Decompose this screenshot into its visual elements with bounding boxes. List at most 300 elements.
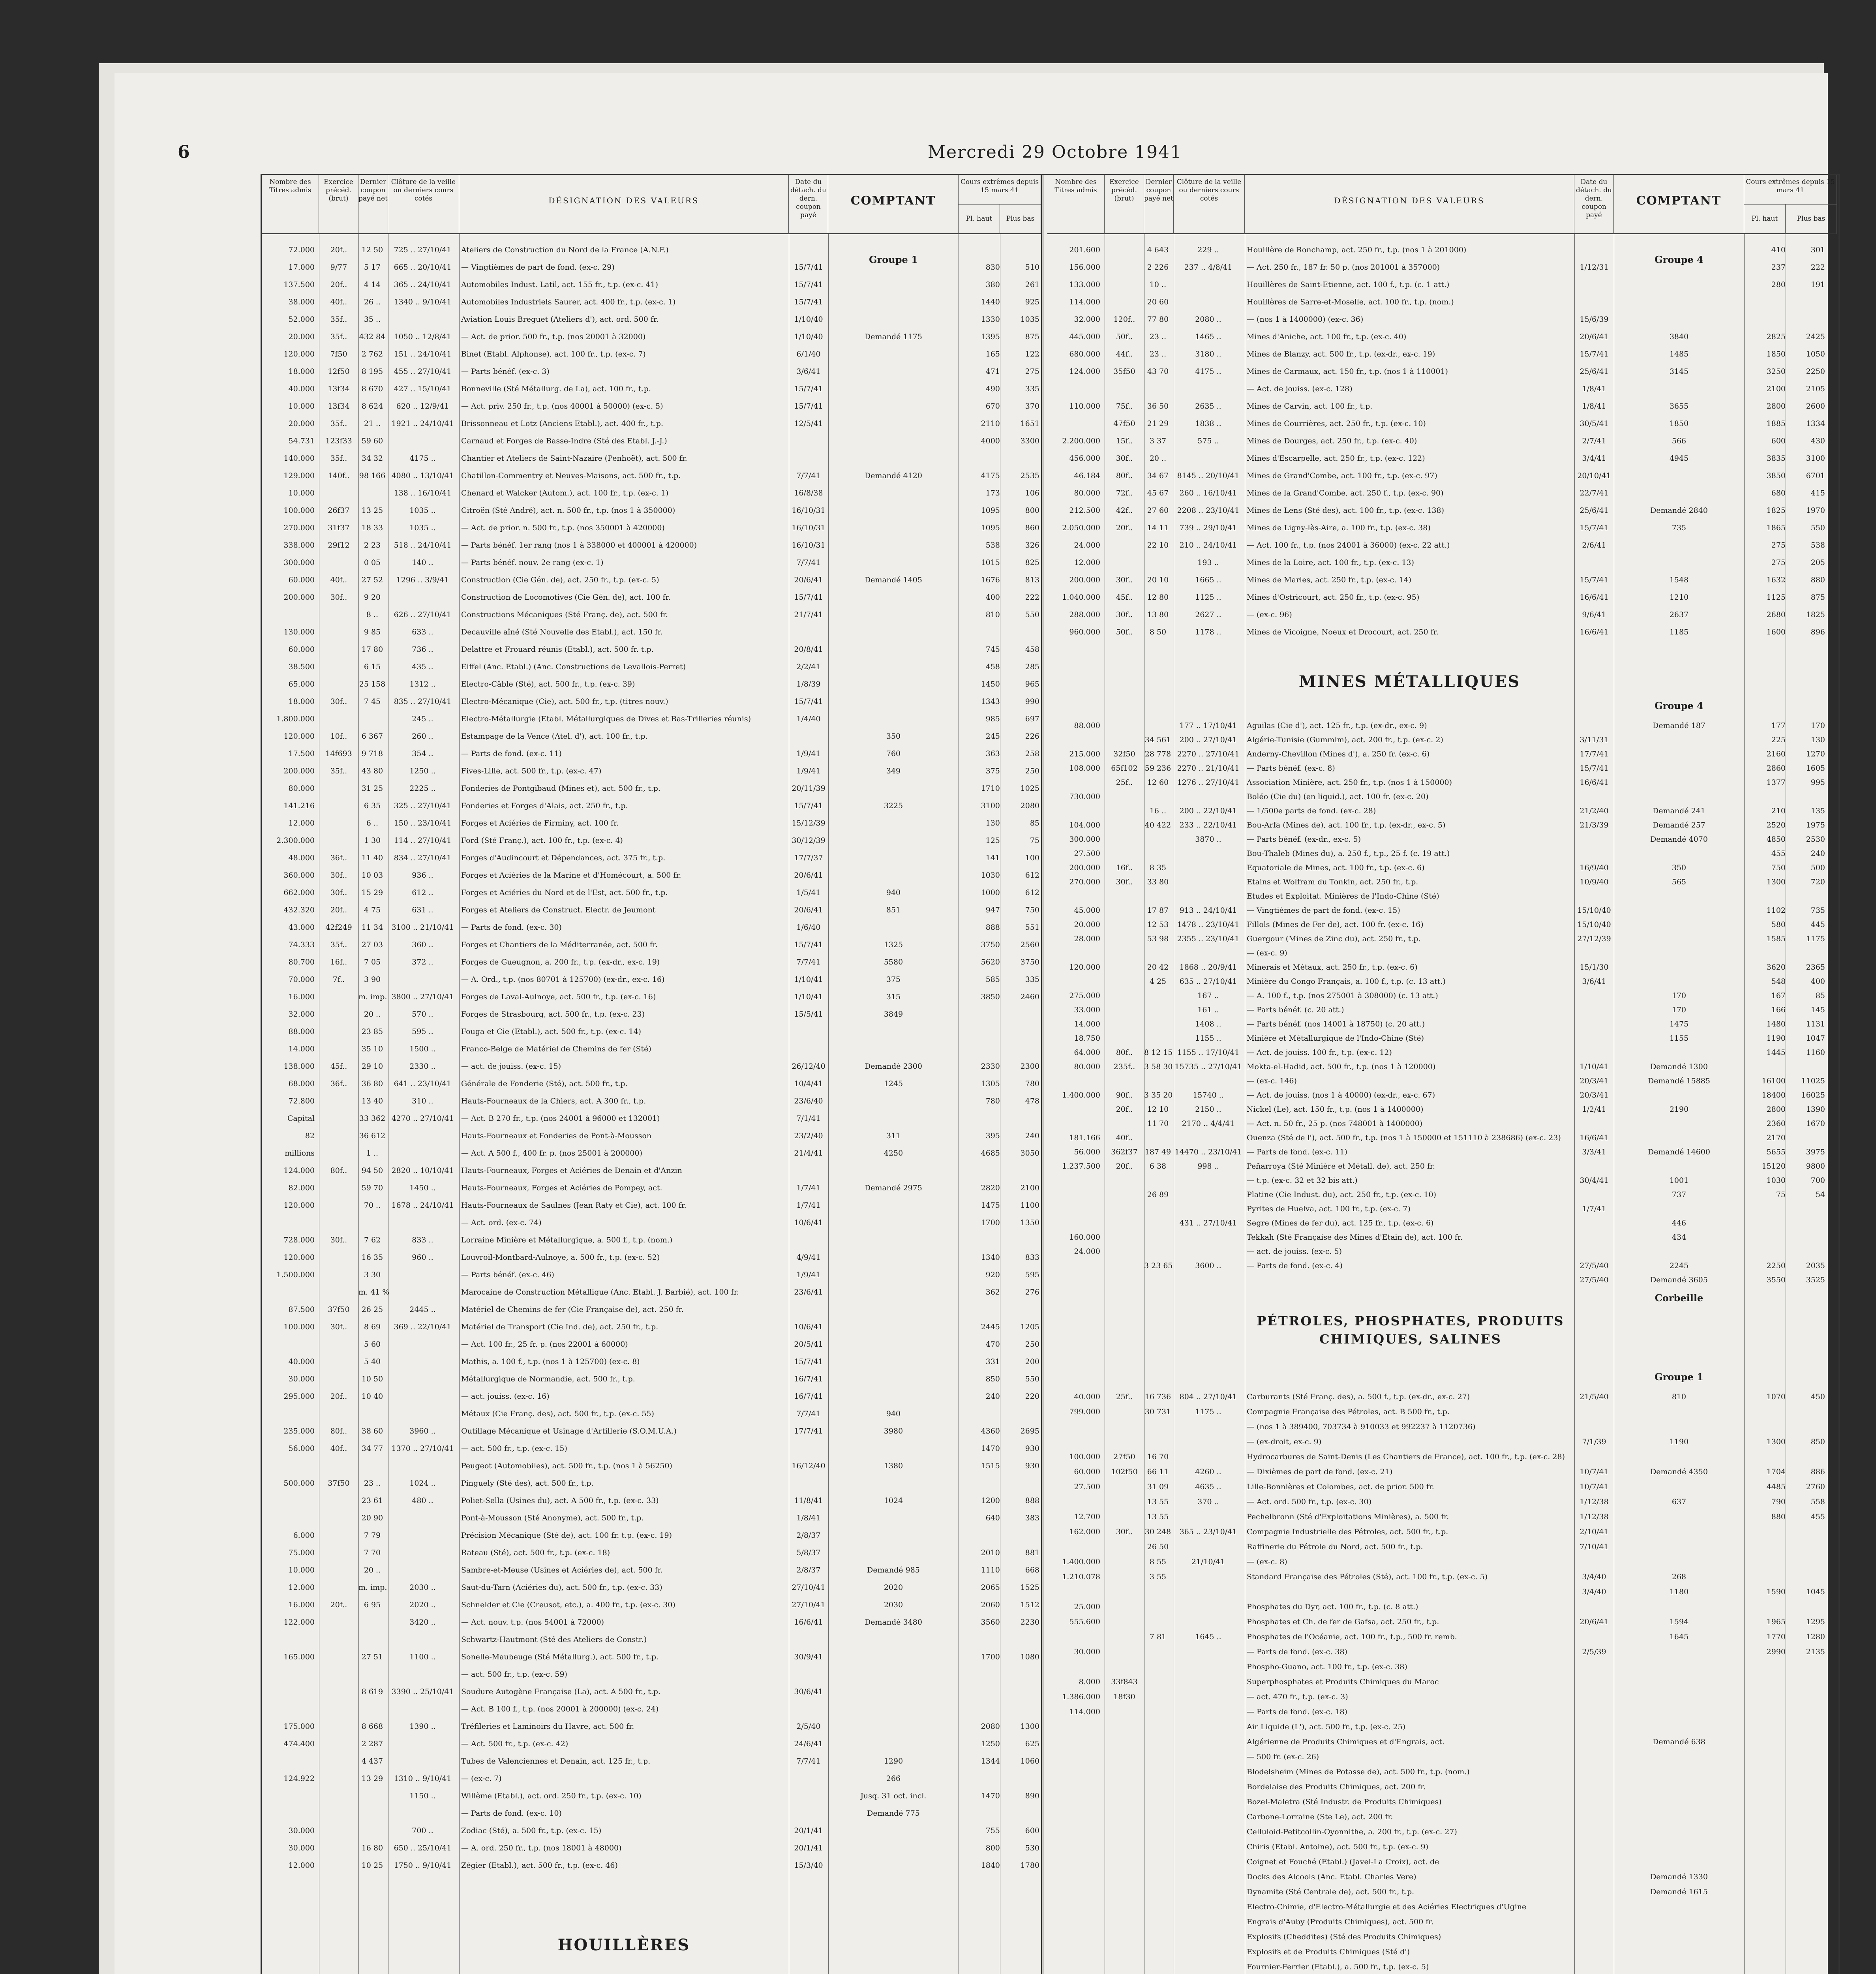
table-row bbox=[262, 296, 1041, 310]
table-row bbox=[1047, 862, 1838, 876]
cell-plus-bas: 825 bbox=[1025, 558, 1039, 567]
table-row bbox=[1047, 1706, 1838, 1720]
cell-date: 1/10/41 bbox=[1580, 1062, 1609, 1071]
cell-coupon: 94 50 bbox=[361, 1166, 383, 1175]
cell-titres: 108.000 bbox=[1069, 764, 1100, 773]
cell-date: 10/9/40 bbox=[1580, 878, 1609, 886]
cell-plus-bas: 2600 bbox=[1806, 402, 1825, 411]
cell-coupon: 7 05 bbox=[364, 958, 381, 966]
table-row bbox=[1047, 487, 1838, 501]
cell-plus-bas: 2425 bbox=[1806, 332, 1825, 341]
cell-titres: 100.000 bbox=[283, 1323, 315, 1331]
table-row bbox=[262, 644, 1041, 658]
cell-exercice: 35f.. bbox=[330, 419, 347, 428]
cell-plus-bas: 880 bbox=[1810, 576, 1825, 584]
cell-titres: 300.000 bbox=[1069, 835, 1100, 844]
table-row bbox=[262, 435, 1041, 449]
table-row bbox=[1047, 1691, 1838, 1705]
cell-cloture: 1645 .. bbox=[1195, 1632, 1221, 1641]
cell-cloture: 570 .. bbox=[412, 1010, 433, 1019]
cell-plus-bas: 106 bbox=[1025, 489, 1039, 497]
cell-coupon: 70 .. bbox=[364, 1201, 381, 1210]
cell-designation: Mines de Carvin, act. 100 fr., t.p. bbox=[1247, 402, 1373, 411]
cell-coupon: 98 166 bbox=[359, 471, 386, 480]
table-row bbox=[262, 887, 1041, 901]
cell-comptant: Demandé 1405 bbox=[865, 576, 922, 584]
cell-coupon: 66 11 bbox=[1147, 1467, 1169, 1476]
cell-titres: 200.000 bbox=[1069, 576, 1100, 584]
table-row bbox=[1047, 1004, 1838, 1018]
cell-date: 1/7/41 bbox=[1582, 1205, 1606, 1213]
cell-plus-bas: 226 bbox=[1025, 732, 1039, 741]
cell-designation: Boléo (Cie du) (en liquid.), act. 100 fr. (ex-c. 20) bbox=[1247, 792, 1429, 801]
cell-coupon: 8 624 bbox=[361, 402, 383, 411]
cell-date: 15/7/41 bbox=[794, 593, 823, 602]
cell-exercice: 15f.. bbox=[1116, 437, 1133, 445]
cell-plus-bas: 2300 bbox=[1020, 1062, 1039, 1071]
cell-plus-haut: 395 bbox=[985, 1131, 1000, 1140]
table-row bbox=[1047, 1203, 1838, 1217]
cell-comptant: 1185 bbox=[1669, 628, 1689, 636]
right-half bbox=[1047, 175, 1838, 1974]
cell-date: 2/8/37 bbox=[796, 1566, 821, 1574]
cell-coupon: 77 80 bbox=[1147, 315, 1169, 324]
table-row bbox=[1047, 400, 1838, 415]
cell-designation: — Parts bénéf. (ex-dr., ex-c. 5) bbox=[1247, 835, 1361, 844]
cell-plus-haut: 4175 bbox=[981, 471, 1000, 480]
group-label: Groupe 1 bbox=[869, 254, 918, 265]
cell-coupon: 34 32 bbox=[361, 454, 383, 463]
table-row bbox=[1047, 626, 1838, 640]
cell-titres: 200.000 bbox=[283, 767, 315, 775]
cell-plus-bas: 1270 bbox=[1806, 750, 1825, 758]
cell-titres: 17.500 bbox=[288, 749, 315, 758]
group-label: Groupe 4 bbox=[1655, 254, 1703, 265]
cell-designation: Forges et Ateliers de Construct. Electr. de Jeumont bbox=[461, 906, 656, 914]
cell-designation: Phospho-Guano, act. 100 fr., t.p. (ex-c. 38) bbox=[1247, 1663, 1407, 1671]
cell-designation: Métallurgique de Normandie, act. 500 fr., t.p. bbox=[461, 1375, 635, 1383]
cell-designation: Louvroil-Montbard-Aulnoye, a. 500 fr., t.p. (ex-c. 52) bbox=[461, 1253, 660, 1262]
cell-titres: 48.000 bbox=[288, 854, 315, 862]
cell-designation: Schneider et Cie (Creusot, etc.), a. 400 fr., t.p. (ex-c. 30) bbox=[461, 1601, 675, 1609]
cell-plus-bas: 1525 bbox=[1020, 1583, 1039, 1592]
cell-coupon: 432 84 bbox=[359, 332, 386, 341]
page-number: 6 bbox=[178, 142, 190, 162]
cell-comptant: 851 bbox=[886, 906, 901, 914]
cell-plus-haut: 640 bbox=[985, 1514, 1000, 1522]
cell-plus-bas: 75 bbox=[1030, 836, 1039, 845]
table-row bbox=[262, 1321, 1041, 1335]
table-row bbox=[1047, 539, 1838, 554]
cell-comptant: 1485 bbox=[1669, 350, 1689, 358]
page-header bbox=[178, 142, 1840, 166]
cell-plus-haut: 2160 bbox=[1766, 750, 1786, 758]
cell-date: 1/10/40 bbox=[794, 315, 823, 324]
cell-cloture: 631 .. bbox=[412, 906, 433, 914]
cell-titres: 10.000 bbox=[288, 402, 315, 411]
cell-cloture: 518 .. 24/10/41 bbox=[394, 541, 452, 550]
cell-titres: 474.400 bbox=[283, 1739, 315, 1748]
cell-plus-haut: 275 bbox=[1771, 541, 1786, 550]
cell-plus-haut: 4850 bbox=[1766, 835, 1786, 844]
cell-cloture: 161 .. bbox=[1197, 1006, 1219, 1014]
cell-titres: 120.000 bbox=[283, 732, 315, 741]
cell-designation: Superphosphates et Produits Chimiques du Maroc bbox=[1247, 1678, 1439, 1686]
cell-coupon: 8 195 bbox=[361, 367, 383, 376]
table-row bbox=[1047, 777, 1838, 791]
cell-exercice: 30f.. bbox=[1116, 610, 1133, 619]
cell-plus-haut: 1102 bbox=[1766, 906, 1786, 915]
left-half bbox=[262, 175, 1043, 1974]
table-row bbox=[262, 1113, 1041, 1127]
cell-titres: 1.800.000 bbox=[276, 715, 315, 723]
cell-titres: 141.216 bbox=[283, 801, 315, 810]
cell-titres: 160.000 bbox=[1069, 1233, 1100, 1242]
cell-plus-haut: 888 bbox=[985, 923, 1000, 932]
cell-designation: — (ex-c. 96) bbox=[1247, 610, 1292, 619]
cell-exercice: 42f249 bbox=[325, 923, 352, 932]
cell-date: 27/10/41 bbox=[792, 1583, 825, 1592]
table-row bbox=[262, 956, 1041, 970]
cell-comptant: Demandé 4070 bbox=[1650, 835, 1708, 844]
cell-coupon: 4 75 bbox=[364, 906, 381, 914]
cell-plus-haut: 1600 bbox=[1766, 628, 1786, 636]
cell-date: 30/4/41 bbox=[1580, 1176, 1609, 1185]
cell-cloture: 260 .. 16/10/41 bbox=[1179, 489, 1237, 497]
cell-cloture: 835 .. 27/10/41 bbox=[394, 697, 452, 706]
cell-date: 15/7/41 bbox=[794, 402, 823, 411]
cell-exercice: 25f.. bbox=[1116, 1392, 1133, 1401]
cell-designation: — Act. priv. 250 fr., t.p. (nos 40001 à 50000) (ex-c. 5) bbox=[461, 402, 663, 411]
cell-date: 15/1/30 bbox=[1580, 963, 1609, 972]
cell-designation: — Act. de prior. n. 500 fr., t.p. (nos 350001 à 420000) bbox=[461, 524, 665, 532]
cell-plus-haut: 165 bbox=[985, 350, 1000, 358]
cell-cloture: 1024 .. bbox=[409, 1479, 436, 1488]
table-row bbox=[262, 1460, 1041, 1474]
cell-cloture: 635 .. 27/10/41 bbox=[1179, 977, 1237, 986]
cell-coupon: 2 226 bbox=[1147, 263, 1169, 272]
cell-plus-haut: 75 bbox=[1776, 1190, 1786, 1199]
cell-cloture: 641 .. 23/10/41 bbox=[394, 1079, 452, 1088]
cell-designation: — A. Ord., t.p. (nos 80701 à 125700) (ex-dr., ex-c. 16) bbox=[461, 975, 665, 984]
cell-plus-haut: 1070 bbox=[1766, 1392, 1786, 1401]
table-row bbox=[1047, 1451, 1838, 1465]
cell-titres: 16.000 bbox=[288, 993, 315, 1001]
cell-plus-haut: 1865 bbox=[1766, 524, 1786, 532]
cell-cloture: 1178 .. bbox=[1195, 628, 1221, 636]
cell-titres: 275.000 bbox=[1069, 991, 1100, 1000]
cell-plus-haut: 245 bbox=[985, 732, 1000, 741]
cell-designation: Hydrocarbures de Saint-Denis (Les Chantiers de France), act. 100 fr., t.p. (ex-c. 28) bbox=[1247, 1452, 1565, 1461]
cell-cloture: 2635 .. bbox=[1195, 402, 1221, 411]
cell-plus-bas: 54 bbox=[1815, 1190, 1825, 1199]
cell-coupon: 36 612 bbox=[359, 1131, 386, 1140]
cell-coupon: 3 58 30 bbox=[1144, 1062, 1173, 1071]
cell-exercice: 42f.. bbox=[1116, 506, 1133, 515]
cell-exercice: 80f.. bbox=[1116, 471, 1133, 480]
cell-plus-bas: 1047 bbox=[1806, 1034, 1825, 1043]
cell-designation: Segre (Mines de fer du), act. 125 fr., t.p. (ex-c. 6) bbox=[1247, 1219, 1434, 1227]
cell-coupon: 12 60 bbox=[1147, 778, 1169, 787]
table-row bbox=[262, 1269, 1041, 1283]
cell-designation: Tubes de Valenciennes et Denain, act. 125 fr., t.p. bbox=[461, 1757, 651, 1766]
cell-date: 15/7/41 bbox=[794, 940, 823, 949]
cell-titres: 1.386.000 bbox=[1062, 1693, 1100, 1701]
cell-comptant: 3849 bbox=[884, 1010, 903, 1019]
cell-plus-haut: 585 bbox=[985, 975, 1000, 984]
cell-plus-haut: 670 bbox=[985, 402, 1000, 411]
cell-exercice: 7f.. bbox=[332, 975, 345, 984]
cell-cloture: 1750 .. 9/10/41 bbox=[394, 1861, 452, 1870]
cell-designation: Hauts-Fourneaux, Forges et Aciéries de Pompey, act. bbox=[461, 1184, 662, 1192]
cell-exercice: 102f50 bbox=[1111, 1467, 1138, 1476]
table-row bbox=[262, 1825, 1041, 1839]
cell-designation: Mines d'Aniche, act. 100 fr., t.p. (ex-c. 40) bbox=[1247, 332, 1407, 341]
cell-designation: Rateau (Sté), act. 500 fr., t.p. (ex-c. 18) bbox=[461, 1548, 610, 1557]
cell-date: 1/12/31 bbox=[1580, 263, 1609, 272]
cell-date: 15/3/40 bbox=[794, 1861, 823, 1870]
cell-titres: 56.000 bbox=[1074, 1148, 1100, 1156]
cell-designation: Précision Mécanique (Sté de), act. 100 fr. t.p. (ex-c. 19) bbox=[461, 1531, 672, 1540]
cell-exercice: 40f.. bbox=[330, 576, 347, 584]
cell-cloture: 372 .. bbox=[412, 958, 433, 966]
cell-plus-bas: 530 bbox=[1025, 1844, 1039, 1852]
table-row bbox=[1047, 1601, 1838, 1615]
cell-cloture: 1035 .. bbox=[409, 524, 436, 532]
cell-plus-bas: 2365 bbox=[1806, 963, 1825, 972]
cell-exercice: 45f.. bbox=[330, 1062, 347, 1071]
cell-date: 2/7/41 bbox=[1582, 437, 1606, 445]
cell-coupon: 6 .. bbox=[366, 819, 379, 828]
cell-designation: — A. ord. 250 fr., t.p. (nos 18001 à 48000) bbox=[461, 1844, 622, 1852]
table-row bbox=[1047, 1781, 1838, 1795]
cell-cloture: 455 .. 27/10/41 bbox=[394, 367, 452, 376]
cell-designation: — t.p. (ex-c. 32 et 32 bis att.) bbox=[1247, 1176, 1358, 1185]
cell-exercice: 20f.. bbox=[1116, 1105, 1133, 1114]
col-header-cloture: Clôture de la veille ou derniers cours cotés bbox=[388, 175, 459, 234]
cell-date: 1/9/41 bbox=[796, 749, 821, 758]
cell-plus-haut: 16100 bbox=[1762, 1077, 1786, 1085]
cell-comptant: 170 bbox=[1672, 1006, 1687, 1014]
cell-date: 2/5/40 bbox=[796, 1722, 821, 1731]
table-row bbox=[262, 1443, 1041, 1457]
cell-exercice: 37f50 bbox=[328, 1479, 350, 1488]
cell-plus-bas: 3750 bbox=[1020, 958, 1039, 966]
cell-titres: millions bbox=[285, 1149, 315, 1158]
cell-comptant: Demandé 2975 bbox=[865, 1184, 922, 1192]
cell-designation: — Parts de fond. (ex-c. 38) bbox=[1247, 1648, 1347, 1656]
cell-date: 15/7/41 bbox=[1580, 524, 1609, 532]
cell-cloture: 177 .. 17/10/41 bbox=[1179, 721, 1237, 730]
cell-comptant: 446 bbox=[1672, 1219, 1687, 1227]
cell-coupon: 43 80 bbox=[361, 767, 383, 775]
cell-plus-bas: 1780 bbox=[1020, 1861, 1039, 1870]
cell-coupon: 33 362 bbox=[359, 1114, 386, 1123]
cell-plus-haut: 18400 bbox=[1762, 1091, 1786, 1100]
cell-plus-haut: 2800 bbox=[1766, 402, 1786, 411]
cell-comptant: 350 bbox=[1672, 863, 1687, 872]
cell-designation: Engrais d'Auby (Produits Chimiques), act. 500 fr. bbox=[1247, 1918, 1434, 1926]
cell-plus-bas: 890 bbox=[1025, 1792, 1039, 1800]
cell-titres: 799.000 bbox=[1069, 1407, 1100, 1416]
cell-plus-bas: 100 bbox=[1025, 854, 1039, 862]
cell-designation: Hauts-Fourneaux de Saulnes (Jean Raty et Cie), act. 100 fr. bbox=[461, 1201, 687, 1210]
cell-exercice: 20f.. bbox=[330, 246, 347, 254]
cell-titres: 1.500.000 bbox=[276, 1270, 315, 1279]
table-row bbox=[1047, 1421, 1838, 1435]
cell-designation: Algérienne de Produits Chimiques et d'Engrais, act. bbox=[1247, 1738, 1445, 1746]
table-row bbox=[1047, 1189, 1838, 1203]
cell-plus-bas: 510 bbox=[1025, 263, 1039, 272]
cell-titres: 16.000 bbox=[288, 1601, 315, 1609]
cell-comptant: 1210 bbox=[1669, 593, 1689, 602]
cell-plus-haut: 1585 bbox=[1766, 934, 1786, 943]
cell-coupon: 4 25 bbox=[1149, 977, 1167, 986]
table-row bbox=[262, 921, 1041, 936]
cell-cloture: 14470 .. 23/10/41 bbox=[1174, 1148, 1242, 1156]
cell-coupon: 22 10 bbox=[1147, 541, 1169, 550]
cell-plus-bas: 326 bbox=[1025, 541, 1039, 550]
cell-plus-haut: 985 bbox=[985, 715, 1000, 723]
cell-designation: Minière du Congo Français, a. 100 f., t.p. (c. 13 att.) bbox=[1247, 977, 1446, 986]
cell-coupon: 13 55 bbox=[1147, 1512, 1169, 1521]
cell-titres: 38.500 bbox=[288, 662, 315, 671]
cell-cloture: 1250 .. bbox=[409, 767, 436, 775]
cell-cloture: 369 .. 22/10/41 bbox=[394, 1323, 452, 1331]
cell-plus-bas: 285 bbox=[1025, 662, 1039, 671]
cell-coupon: m. imp. bbox=[358, 993, 387, 1001]
cell-plus-bas: 9800 bbox=[1806, 1162, 1825, 1171]
cell-designation: Algérie-Tunisie (Gummim), act. 200 fr., t.p. (ex-c. 2) bbox=[1247, 736, 1443, 744]
cell-titres: 680.000 bbox=[1069, 350, 1100, 358]
cell-plus-bas: 1605 bbox=[1806, 764, 1825, 773]
col-header-comptant: COMPTANT bbox=[1614, 175, 1744, 234]
cell-designation: Estampage de la Vence (Atel. d'), act. 100 fr., t.p. bbox=[461, 732, 648, 741]
cell-plus-bas: 222 bbox=[1810, 263, 1825, 272]
table-row bbox=[1047, 1075, 1838, 1089]
cell-designation: Constructions Mécaniques (Sté Franç. de), act. 500 fr. bbox=[461, 610, 668, 619]
cell-comptant: 565 bbox=[1672, 878, 1687, 886]
cell-plus-bas: 1160 bbox=[1806, 1048, 1825, 1057]
cell-comptant: 637 bbox=[1672, 1497, 1687, 1506]
cell-plus-bas: 930 bbox=[1025, 1462, 1039, 1470]
cell-designation: — Parts bénéf. (c. 20 att.) bbox=[1247, 1006, 1344, 1014]
cell-plus-bas: 995 bbox=[1810, 778, 1825, 787]
cell-designation: Fillols (Mines de Fer de), act. 100 fr. (ex-c. 16) bbox=[1247, 920, 1424, 929]
cell-comptant: 1850 bbox=[1669, 419, 1689, 428]
cell-exercice: 123f33 bbox=[325, 437, 352, 445]
cell-plus-bas: 990 bbox=[1025, 697, 1039, 706]
cell-titres: 43.000 bbox=[288, 923, 315, 932]
cell-date: 15/7/41 bbox=[794, 697, 823, 706]
cell-titres: 133.000 bbox=[1069, 280, 1100, 289]
cell-designation: — Act. de jouiss. (nos 1 à 40000) (ex-dr., ex-c. 67) bbox=[1247, 1091, 1435, 1100]
cell-plus-bas: 1350 bbox=[1020, 1218, 1039, 1227]
cell-date: 1/12/38 bbox=[1580, 1512, 1609, 1521]
cell-plus-bas: 925 bbox=[1025, 298, 1039, 306]
cell-exercice: 20f.. bbox=[1116, 1162, 1133, 1171]
cell-coupon: 35 10 bbox=[361, 1045, 383, 1053]
cell-plus-bas: 881 bbox=[1025, 1548, 1039, 1557]
cell-comptant: Demandé 3605 bbox=[1650, 1276, 1708, 1284]
cell-cloture: 650 .. 25/10/41 bbox=[394, 1844, 452, 1852]
table-row bbox=[262, 1495, 1041, 1509]
cell-plus-bas: 780 bbox=[1025, 1079, 1039, 1088]
cell-date: 15/7/41 bbox=[794, 801, 823, 810]
cell-comptant: 1594 bbox=[1669, 1617, 1689, 1626]
cell-cloture: 1390 .. bbox=[409, 1722, 436, 1731]
cell-designation: Forges et Aciéries de la Marine et d'Homécourt, a. 500 fr. bbox=[461, 871, 681, 880]
cell-titres: 12.000 bbox=[1074, 558, 1100, 567]
cell-coupon: 27 60 bbox=[1147, 506, 1169, 515]
cell-cloture: 1500 .. bbox=[409, 1045, 436, 1053]
cell-plus-bas: 1050 bbox=[1806, 350, 1825, 358]
cell-comptant: 3840 bbox=[1669, 332, 1689, 341]
table-row bbox=[262, 1651, 1041, 1665]
cell-exercice: 13f34 bbox=[328, 402, 350, 411]
cell-plus-haut: 1095 bbox=[981, 506, 1000, 515]
cell-designation: Hauts-Fourneaux de la Chiers, act. A 300 fr., t.p. bbox=[461, 1097, 646, 1105]
cell-titres: 124.000 bbox=[283, 1166, 315, 1175]
cell-coupon: 3 23 65 bbox=[1144, 1261, 1173, 1270]
cell-coupon: 8 12 15 bbox=[1144, 1048, 1173, 1057]
cell-designation: Automobiles Industriels Saurer, act. 400 fr., t.p. (ex-c. 1) bbox=[461, 298, 676, 306]
table-row bbox=[262, 1582, 1041, 1596]
cell-designation: Chatillon-Commentry et Neuves-Maisons, act. 500 fr., t.p. bbox=[461, 471, 681, 480]
cell-plus-haut: 1440 bbox=[981, 298, 1000, 306]
cell-titres: 100.000 bbox=[283, 506, 315, 515]
col-header-titres: Nombre des Titres admis bbox=[1047, 175, 1105, 234]
cell-date: 20/6/41 bbox=[794, 871, 823, 880]
col-header-plus-bas: Plus bas bbox=[1786, 205, 1837, 234]
cell-comptant: 737 bbox=[1672, 1190, 1687, 1199]
cell-plus-haut: 1095 bbox=[981, 524, 1000, 532]
cell-plus-bas: 1100 bbox=[1020, 1201, 1039, 1210]
cell-cloture: 3800 .. 27/10/41 bbox=[391, 993, 454, 1001]
table-row bbox=[1047, 1231, 1838, 1246]
cell-coupon: 59 60 bbox=[361, 437, 383, 445]
cell-cloture: 1155 .. bbox=[1195, 1034, 1221, 1043]
cell-plus-haut: 750 bbox=[1771, 863, 1786, 872]
cell-titres: 120.000 bbox=[283, 1253, 315, 1262]
table-row bbox=[262, 522, 1041, 536]
cell-coupon: 16 35 bbox=[361, 1253, 383, 1262]
cell-titres: 295.000 bbox=[283, 1392, 315, 1401]
table-row bbox=[262, 1147, 1041, 1162]
cell-cloture: 4175 .. bbox=[1195, 367, 1221, 376]
cell-date: 16/8/38 bbox=[794, 489, 823, 497]
table-row bbox=[262, 939, 1041, 953]
cell-plus-bas: 600 bbox=[1025, 1826, 1039, 1835]
cell-date: 27/5/40 bbox=[1580, 1261, 1609, 1270]
group-label: Corbeille bbox=[1655, 1292, 1703, 1304]
table-row bbox=[1047, 1796, 1838, 1810]
cell-plus-bas: 458 bbox=[1025, 645, 1039, 654]
cell-cloture: 2627 .. bbox=[1195, 610, 1221, 619]
table-row bbox=[1047, 1751, 1838, 1765]
cell-coupon: 59 236 bbox=[1144, 764, 1171, 773]
cell-designation: Saut-du-Tarn (Aciéries du), act. 500 fr., t.p. (ex-c. 33) bbox=[461, 1583, 662, 1592]
cell-titres: 730.000 bbox=[1069, 792, 1100, 801]
cell-plus-haut: 2360 bbox=[1766, 1119, 1786, 1128]
table-row bbox=[262, 1130, 1041, 1144]
cell-cloture: 237 .. 4/8/41 bbox=[1184, 263, 1233, 272]
cell-coupon: 12 53 bbox=[1147, 920, 1169, 929]
table-row bbox=[1047, 1946, 1838, 1960]
cell-titres: 40.000 bbox=[288, 1357, 315, 1366]
cell-designation: Matériel de Transport (Cie Ind. de), act. 250 fr., t.p. bbox=[461, 1323, 658, 1331]
cell-titres: 30.000 bbox=[288, 1826, 315, 1835]
